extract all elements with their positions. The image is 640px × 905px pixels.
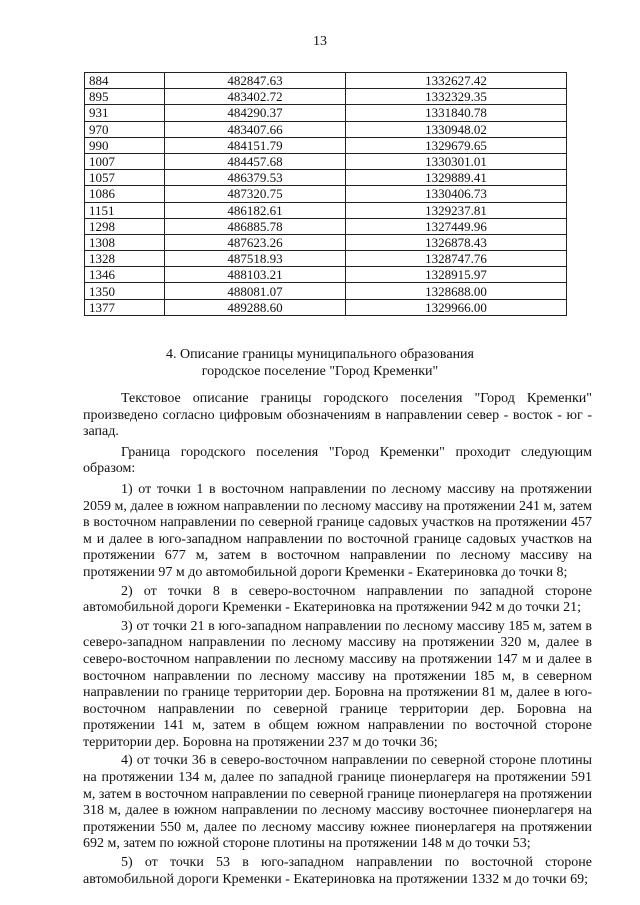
- point-number-cell: 1298: [85, 218, 165, 234]
- table-row: [85, 218, 567, 234]
- point-number-cell: 970: [85, 121, 165, 137]
- x-coordinate-cell: 487518.93: [165, 251, 346, 267]
- x-coordinate-cell: 487320.75: [165, 186, 346, 202]
- y-coordinate-cell: 1330301.01: [346, 153, 567, 169]
- x-coordinate-cell: 488081.07: [165, 283, 346, 299]
- point-number-cell: 990: [85, 137, 165, 153]
- x-coordinate-cell: 482847.63: [165, 73, 346, 89]
- point-number-cell: 1346: [85, 267, 165, 283]
- point-number-cell: 1350: [85, 283, 165, 299]
- paragraph-point-1: 1) от точки 1 в восточном направлении по лесному массиву на протяжении 2059 м, далее в южном направлении по лесному массиву на протяжении 241 м, затем в восточном направлении по северной границе садовых участков на протяжении 457 м и далее в юго-западном направлении по восточной границе садовых участков на протяжении 677 м, затем в восточном направлении по лесному массиву на протяжении 97 м до автомобильной дороги Кременки - Екатериновка до точки 8;: [83, 481, 592, 580]
- section-title-line-2: городское поселение "Город Кременки": [201, 364, 439, 379]
- y-coordinate-cell: 1330406.73: [346, 186, 567, 202]
- x-coordinate-cell: 484151.79: [165, 137, 346, 153]
- y-coordinate-cell: 1328747.76: [346, 251, 567, 267]
- table-row: [85, 267, 567, 283]
- y-coordinate-cell: 1326878.43: [346, 234, 567, 250]
- point-number-cell: 1086: [85, 186, 165, 202]
- section-title-line-1: 4. Описание границы муниципального образования: [166, 347, 474, 362]
- point-number-cell: 1377: [85, 299, 165, 315]
- x-coordinate-cell: 484290.37: [165, 105, 346, 121]
- paragraph-route-lead: Граница городского поселения "Город Кременки" проходит следующим образом:: [83, 444, 592, 477]
- y-coordinate-cell: 1329889.41: [346, 170, 567, 186]
- x-coordinate-cell: 488103.21: [165, 267, 346, 283]
- table-row: [85, 153, 567, 169]
- table-row: [85, 234, 567, 250]
- table-row: [85, 186, 567, 202]
- y-coordinate-cell: 1331840.78: [346, 105, 567, 121]
- paragraph-intro: Текстовое описание границы городского поселения "Город Кременки" произведено согласно цифровым обозначениям в направлении север - восток - юг - запад.: [83, 391, 592, 440]
- x-coordinate-cell: 483402.72: [165, 89, 346, 105]
- x-coordinate-cell: 486182.61: [165, 202, 346, 218]
- x-coordinate-cell: 489288.60: [165, 299, 346, 315]
- coordinates-table: [84, 72, 567, 316]
- x-coordinate-cell: 486885.78: [165, 218, 346, 234]
- table-row: [85, 105, 567, 121]
- paragraph-point-21: 3) от точки 21 в юго-западном направлении по лесному массиву 185 м, затем в северо-западном направлении по лесному массиву на протяжении 320 м, далее в северо-восточном направлении по лесному массиву на протяжении 147 м и далее в восточном направлении по лесному массиву на протяжении 185 м, в северном направлении по границе территории дер. Боровна на протяжении 81 м, далее в юго-восточном направлении по северной границе территории дер. Боровна на протяжении 141 м, затем в общем южном направлении по восточной стороне территории дер. Боровна на протяжении 237 м до точки 36;: [83, 618, 592, 750]
- point-number-cell: 1328: [85, 251, 165, 267]
- table-row: [85, 89, 567, 105]
- section-title: [0, 346, 640, 380]
- x-coordinate-cell: 484457.68: [165, 153, 346, 169]
- boundary-description: [83, 391, 592, 890]
- coordinates-table-body: [85, 73, 567, 316]
- table-row: [85, 73, 567, 89]
- y-coordinate-cell: 1332329.35: [346, 89, 567, 105]
- y-coordinate-cell: 1330948.02: [346, 121, 567, 137]
- point-number-cell: 931: [85, 105, 165, 121]
- paragraph-point-8: 2) от точки 8 в северо-восточном направлении по западной стороне автомобильной дороги Кременки - Екатериновка на протяжении 942 м до точки 21;: [83, 583, 592, 616]
- page-number: 13: [313, 34, 327, 49]
- point-number-cell: 1151: [85, 202, 165, 218]
- table-row: [85, 299, 567, 315]
- point-number-cell: 1057: [85, 170, 165, 186]
- y-coordinate-cell: 1328688.00: [346, 283, 567, 299]
- table-row: [85, 170, 567, 186]
- point-number-cell: 1007: [85, 153, 165, 169]
- point-number-cell: 1308: [85, 234, 165, 250]
- y-coordinate-cell: 1329679.65: [346, 137, 567, 153]
- point-number-cell: 895: [85, 89, 165, 105]
- paragraph-point-53: 5) от точки 53 в юго-западном направлении по восточной стороне автомобильной дороги Кременки - Екатериновка на протяжении 1332 м до точки 69;: [83, 855, 592, 887]
- table-row: [85, 202, 567, 218]
- x-coordinate-cell: 483407.66: [165, 121, 346, 137]
- y-coordinate-cell: 1332627.42: [346, 73, 567, 89]
- table-row: [85, 121, 567, 137]
- table-row: [85, 251, 567, 267]
- y-coordinate-cell: 1329966.00: [346, 299, 567, 315]
- x-coordinate-cell: 486379.53: [165, 170, 346, 186]
- y-coordinate-cell: 1327449.96: [346, 218, 567, 234]
- x-coordinate-cell: 487623.26: [165, 234, 346, 250]
- y-coordinate-cell: 1329237.81: [346, 202, 567, 218]
- y-coordinate-cell: 1328915.97: [346, 267, 567, 283]
- point-number-cell: 884: [85, 73, 165, 89]
- paragraph-point-36: 4) от точки 36 в северо-восточном направлении по северной стороне плотины на протяжении 134 м, далее по западной границе пионерлагеря на протяжении 591 м, затем в восточном направлении по северной границе пионерлагеря на протяжении 318 м, далее в южном направлении по лесному массиву восточнее пионерлагеря на протяжении 550 м, далее по лесному массиву южнее пионерлагеря на протяжении 692 м, затем по южной стороне плотины на протяжении 148 м до точки 53;: [83, 753, 592, 852]
- table-row: [85, 283, 567, 299]
- table-row: [85, 137, 567, 153]
